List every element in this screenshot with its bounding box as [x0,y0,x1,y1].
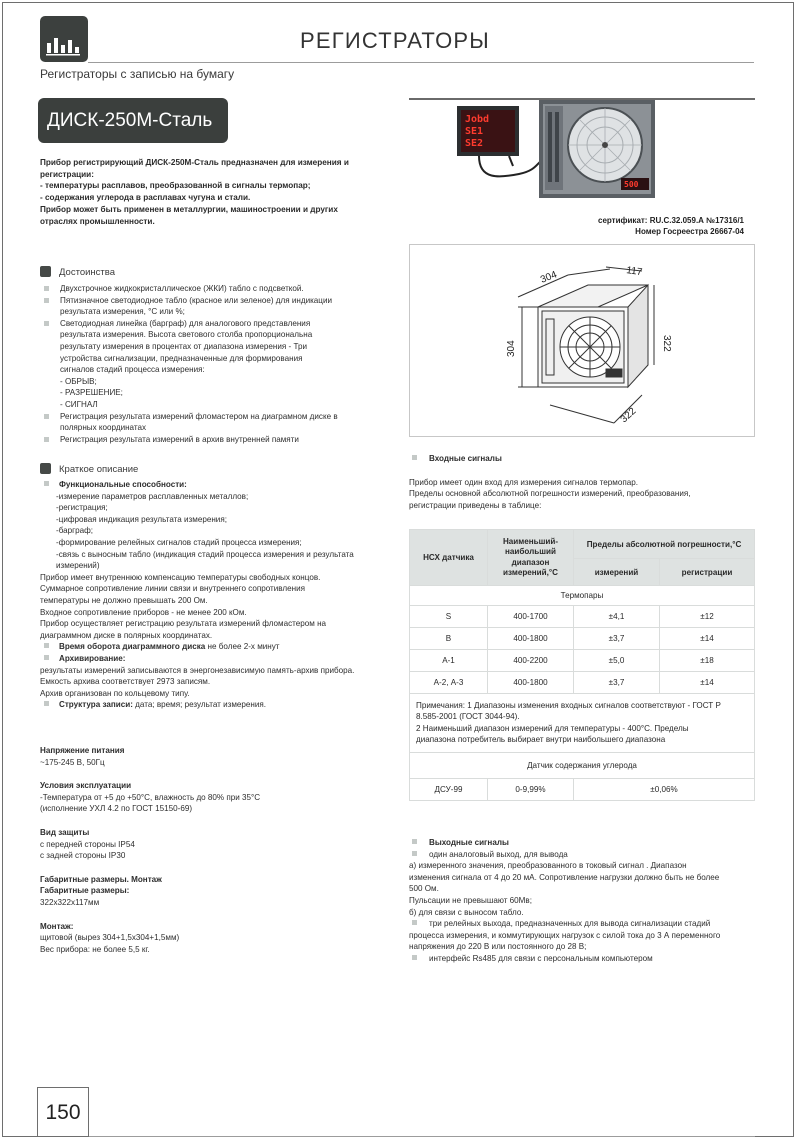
dimension-drawing-illustration [410,245,756,438]
output-line: процесса измерения, и коммутирующих нагрузок с силой тока до 3 А переменного [409,930,721,940]
list-item-text: - СИГНАЛ [60,399,98,409]
col-range-line: диапазон [511,557,550,567]
description-line: Прибор имеет внутреннюю компенсацию температуры свободных концов. [40,572,321,582]
power-title: Напряжение питания [40,746,125,755]
error-table [409,529,755,801]
dim-bottom-width: 322 [618,405,639,426]
list-item-text: результату измерения в процентах от диапазона измерения - Три [60,341,307,351]
rotation-value: не более 2-х минут [205,642,280,652]
list-item [40,434,400,446]
function-item: -регистрация; [56,503,108,513]
header-divider [88,62,754,63]
description-line: Входное сопротивление приборов - не менее 200 кОм. [40,607,247,617]
description-line: Емкость архива соответствует 2973 записям. [40,677,211,687]
table-row [410,606,755,628]
intro-line: Прибор регистрирующий ДИСК-250М-Сталь предназначен для измерения и [40,158,349,167]
note-line: 8.585-2001 (ГОСТ 3044-94). [416,712,520,722]
cell-measure: ±5,0 [574,650,660,672]
description-body [40,479,400,711]
cell-nsx: B [410,628,488,650]
page-number: 150 [37,1087,89,1137]
description-line: результаты измерений записываются в энергонезависимую память-архив прибора. [40,665,355,675]
output-item-text: интерфейс Rs485 для связи с персональным компьютером [429,953,653,963]
description-line: Суммарное сопротивление линии связи и внутреннего сопротивления [40,584,305,594]
protection-title: Вид защиты [40,827,90,837]
cell-range: 400-1800 [488,672,574,694]
list-item-text: Регистрация результата измерений в архив внутренней памяти [60,434,299,444]
mounting-line: щитовой (вырез 304+1,5х304+1,5мм) [40,933,180,943]
group-carbon: Датчик содержания углерода [410,752,755,778]
description-line: диаграммном диске в полярных координатах. [40,630,213,640]
output-signals-heading [409,837,789,849]
output-item [409,953,789,965]
cell-measure: ±4,1 [574,606,660,628]
archive-line [40,653,400,665]
output-line: а) измеренного значения, преобразованного в токовый сигнал . Диапазон [409,861,687,871]
functions-title [40,479,400,491]
function-item: -формирование релейных сигналов стадий процесса измерения; [56,537,302,547]
cell-range: 400-1700 [488,606,574,628]
protection-line: с передней стороны IP54 [40,839,135,849]
environment-title: Условия эксплуатации [40,781,132,791]
cell-measure: ±3,7 [574,672,660,694]
cell-nsx: А-2, А-3 [410,672,488,694]
table-row [410,628,755,650]
certificate-info [560,215,744,237]
list-item [40,295,400,318]
input-signals-line: регистрации приведены в таблице: [409,500,542,510]
list-item-text: результата измерения. Высота светового столба пропорциональна [60,330,313,340]
col-range-line: Наименьший- [502,536,559,546]
col-range [488,530,574,586]
col-measure: измерений [574,559,660,586]
table-row [410,672,755,694]
cell-register: ±12 [660,606,755,628]
function-item: -связь с выносным табло (индикация стадий процесса измерения и результата [56,549,354,559]
list-item [40,283,400,295]
description-heading-label: Краткое описание [59,464,139,475]
structure-label: Структура записи: [59,700,133,710]
dim-front-height: 304 [506,340,517,357]
cell-nsx: S [410,606,488,628]
protection-line: с задней стороны IP30 [40,851,126,861]
environment-line: (исполнение УХЛ 4.2 по ГОСТ 15150-69) [40,804,193,814]
page-title: РЕГИСТРАТОРЫ [300,28,490,53]
cell-range: 400-2200 [488,650,574,672]
output-signals-heading-label: Выходные сигналы [429,838,509,847]
input-signals-heading [409,453,755,465]
output-item-text: один аналоговый выход, для вывода [429,849,568,859]
output-line: изменения сигнала от 4 до 20 мА. Сопротивление нагрузки должно быть не более [409,872,720,882]
logo-icon [40,16,88,62]
output-item [409,918,789,930]
output-line: 500 Ом. [409,884,439,894]
dimensions-subtitle: Габаритные размеры: [40,886,130,896]
intro-line: отраслях промышленности. [40,216,155,226]
table-notes [410,694,755,753]
specifications [40,745,400,955]
note-line: 2 Наименьший диапазон измерений для температуры - 400°С. Пределы [416,723,689,733]
cell-register: ±14 [660,628,755,650]
environment-line: -Температура от +5 до +50°С, влажность до 80% при 35°С [40,792,261,802]
footer-divider [89,1136,755,1137]
output-item [409,849,789,861]
output-item-text: три релейных выхода, предназначенных для вывода сигнализации стадий [429,919,711,929]
structure-line [40,699,400,711]
section-bullet-icon [40,266,51,277]
list-item-text: сигналов стадий процесса измерения: [60,365,205,375]
list-item-text: - ОБРЫВ; [60,376,97,386]
rotation-label: Время оборота диаграммного диска [59,642,206,652]
function-item: измерений) [56,561,100,571]
output-line: напряжения до 220 В или постоянного до 28 В; [409,942,587,952]
mounting-line: Вес прибора: не более 5,5 кг. [40,944,150,954]
intro-line: - содержания углерода в расплавах чугуна и стали. [40,193,251,203]
mounting-title: Монтаж: [40,921,74,931]
cell-range: 0-9,99% [488,778,574,800]
col-error: Пределы абсолютной погрешности,°С [574,530,755,559]
intro-line: Прибор может быть применен в металлургии, машиностроении и других [40,204,338,214]
registry-number: Номер Госреестра 26667-04 [635,227,744,236]
list-item-text: Регистрация результата измерений фломастером на диаграмном диске в [60,411,338,421]
output-line: Пульсации не превышают 60Мв; [409,895,532,905]
col-register: регистрации [660,559,755,586]
description-line: Архив организован по кольцевому типу. [40,688,190,698]
cell-register: ±18 [660,650,755,672]
logo [40,16,88,62]
dim-depth: 117 [625,265,643,279]
input-signals-heading-label: Входные сигналы [429,454,502,463]
list-item [40,318,400,411]
page-subtitle: Регистраторы с записью на бумагу [40,67,235,81]
dimensions-value: 322х322х117мм [40,897,100,907]
note-line: диапазона потребитель выбирает внутри наибольшего диапазона [416,735,666,745]
cell-nsx: ДСУ-99 [410,778,488,800]
advantages-heading [40,266,115,278]
input-signals-line: Прибор имеет один вход для измерения сигналов термопар. [409,477,639,487]
display-line-3: SE2 [465,138,484,149]
advantages-heading-label: Достоинства [59,267,115,278]
archive-label: Архивирование: [59,653,126,663]
output-line: б) для связи с выносом табло. [409,907,524,917]
dim-side-height: 322 [661,335,672,352]
list-item-text: Пятизначное светодиодное табло (красное или зеленое) для индикации [60,295,332,305]
cell-range: 400-1800 [488,628,574,650]
intro-line: регистрации: [40,169,94,179]
model-badge: ДИСК-250М-Сталь [38,98,228,143]
function-item: -барграф; [56,526,94,536]
cell-register: ±14 [660,672,755,694]
description-line: температуры не должно превышать 200 Ом. [40,595,208,605]
function-item: -цифровая индикация результата измерения; [56,514,227,524]
certificate-number: сертификат: RU.С.32.059.А №17316/1 [598,216,744,225]
cell-error: ±0,06% [574,778,755,800]
display-line-2: SE1 [465,126,484,137]
intro-line: - температуры расплавов, преобразованной в сигналы термопар; [40,181,311,191]
intro-text [40,157,385,227]
functions-title-label: Функциональные способности: [59,480,187,489]
list-item-text: результата измерения, °С или %; [60,307,185,317]
dimensions-title: Габаритные размеры. Монтаж [40,874,162,884]
col-range-line: наибольший [505,547,556,556]
note-line: Примечания: 1 Диапазоны изменения входных сигналов соответствуют - ГОСТ Р [416,701,721,710]
dimension-drawing [409,244,755,437]
description-heading [40,463,138,475]
col-nsx: НСХ датчика [410,530,488,586]
advantages-list [40,283,400,445]
display-line-1: Jobd [465,114,490,125]
list-item [40,411,400,434]
input-signals-line: Пределы основной абсолютной погрешности измерений, преобразования, [409,489,691,499]
table-row [410,650,755,672]
col-range-line: измерений,°С [503,568,558,577]
description-line: Прибор осуществляет регистрацию результата измерений фломастером на [40,619,327,629]
list-item-text: Светодиодная линейка (барграф) для аналогового представления [60,318,311,328]
group-thermocouples: Термопары [410,586,755,606]
output-signals [409,837,789,965]
power-value: ~175-245 В, 50Гц [40,757,105,767]
list-item-text: Двухстрочное жидкокристаллическое (ЖКИ) табло с подсветкой. [60,284,304,293]
table-row [410,778,755,800]
cell-measure: ±3,7 [574,628,660,650]
recorder-display-value: 500 [624,180,639,189]
section-bullet-icon [40,463,51,474]
list-item-text: полярных координатах [60,423,147,433]
error-table-wrapper [409,529,755,801]
list-item-text: устройства сигнализации, предназначенные для формирования [60,353,303,363]
function-item: -измерение параметров расплавленных металлов; [56,491,249,501]
cell-nsx: А-1 [410,650,488,672]
dim-top-width: 304 [539,269,559,286]
input-signals [409,453,755,511]
structure-value: дата; время; результат измерения. [132,700,267,710]
list-item-text: - РАЗРЕШЕНИЕ; [60,388,123,398]
rotation-line [40,641,400,653]
